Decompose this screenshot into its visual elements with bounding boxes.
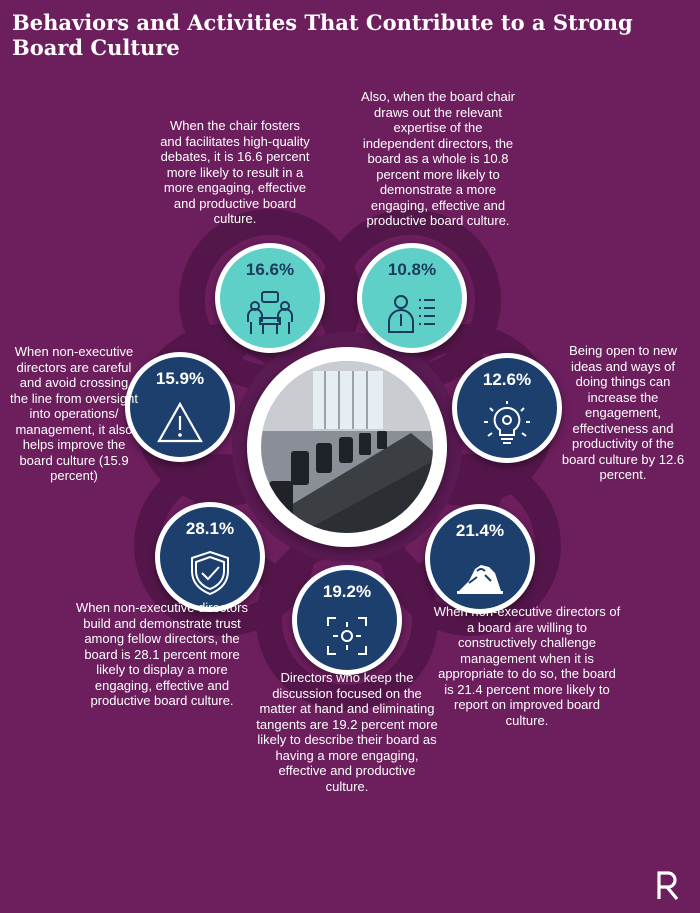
r-logo-icon — [655, 870, 681, 900]
stat-description-open-to-ideas: Being open to new ideas and ways of doing things can increase the engagement, effectiveness and productivity of the board culture by 12.6 percent. — [561, 343, 685, 482]
stat-percent: 16.6% — [245, 260, 295, 279]
stat-node-avoid-overstepping — [125, 352, 235, 462]
warning-triangle-icon — [155, 399, 205, 447]
stat-description-build-trust: When non-executive directors build and demonstrate trust among fellow directors, the board is 28.1 percent more likely to display a more engaging, effective and productive board culture. — [76, 600, 248, 708]
page-title: Behaviors and Activities That Contribute to a Strong Board Culture — [12, 10, 633, 60]
shield-check-icon — [185, 549, 235, 597]
stat-description-stay-focused: Directors who keep the discussion focused on the matter at hand and eliminating tangents are 19.2 percent more likely to describe their board as having a more engaging, effective and productive culture. — [256, 670, 438, 794]
stat-node-build-trust — [155, 502, 265, 612]
stat-percent: 10.8% — [387, 260, 437, 279]
lightbulb-gear-icon — [482, 400, 532, 448]
stat-percent: 12.6% — [482, 370, 532, 389]
arm-wrestle-icon — [455, 551, 505, 599]
stat-description-draw-expertise: Also, when the board chair draws out the relevant expertise of the independent directors, the board as a whole is 10.8 percent more likely to demonstrate a more engaging, effective and productive board culture. — [361, 89, 515, 228]
meeting-people-icon — [245, 290, 295, 338]
stat-description-constructive-challenge: When non-executive directors of a board are willing to constructively challenge management when it is appropriate to do so, the board is 21.4 percent more likely to report on improved board culture. — [433, 604, 621, 728]
stat-node-constructive-challenge — [425, 504, 535, 614]
stat-node-draw-expertise — [357, 243, 467, 353]
stat-description-avoid-overstepping: When non-executive directors are careful and avoid crossing the line from oversight into operations/ management, it also helps improve the board culture (15.9 percent) — [10, 344, 138, 483]
stat-percent: 21.4% — [455, 521, 505, 540]
boardroom-photo — [247, 347, 447, 547]
stat-node-facilitate-debates — [215, 243, 325, 353]
focus-target-icon — [322, 612, 372, 660]
expert-profile-icon — [387, 290, 437, 338]
boardroom-image — [261, 361, 433, 533]
stat-percent: 19.2% — [322, 582, 372, 601]
stat-percent: 15.9% — [155, 369, 205, 388]
stat-node-open-to-ideas — [452, 353, 562, 463]
stat-node-stay-focused — [292, 565, 402, 675]
stat-description-facilitate-debates: When the chair fosters and facilitates high-quality debates, it is 16.6 percent more likely to result in a more engaging, effective and productive board culture. — [160, 118, 310, 226]
stat-percent: 28.1% — [185, 519, 235, 538]
